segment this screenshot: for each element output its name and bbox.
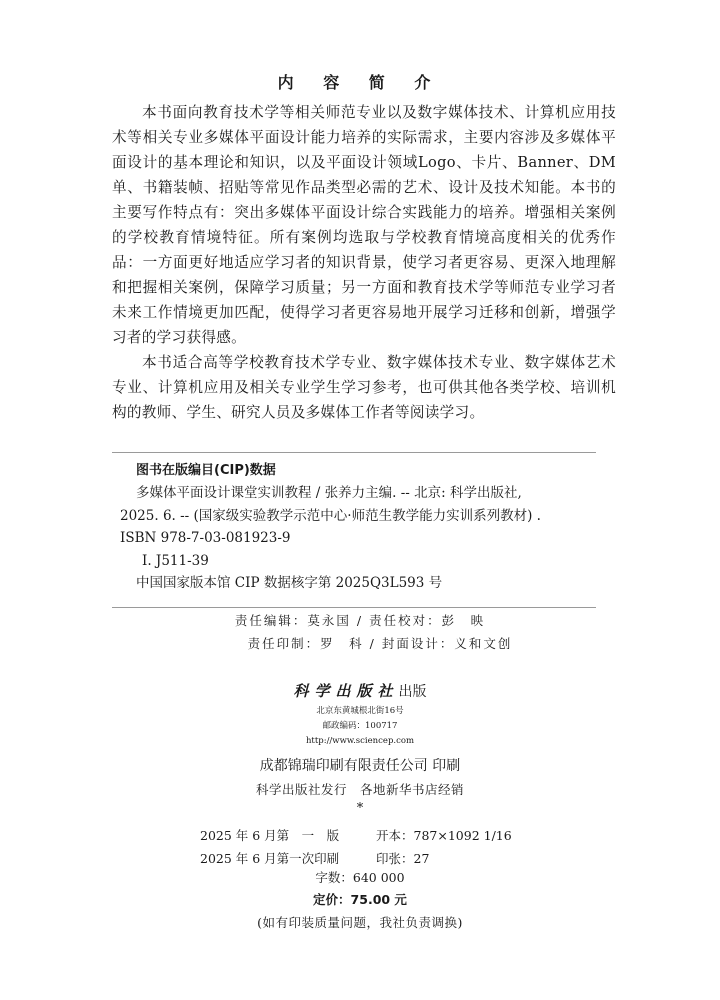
publisher-suffix: 出版 (398, 684, 427, 700)
publisher-line (0, 680, 720, 701)
cip-line-2: 2025. 6. -- (国家级实验教学示范中心·师范生教学能力实训系列教材) . (120, 507, 541, 524)
price-line: 定价：75.00 元 (313, 892, 407, 907)
cip-isbn: ISBN 978-7-03-081923-9 (120, 530, 291, 546)
edition-line: 2025 年 6 月第 一 版 (200, 828, 340, 843)
summary-body (112, 100, 616, 425)
distribution-line: 科学出版社发行 各地新华书店经销 (255, 782, 464, 797)
edition-row (200, 826, 512, 844)
words-line: 字数：640 000 (315, 870, 405, 885)
summary-paragraph-1: 本书面向教育技术学等相关师范专业以及数字媒体技术、计算机应用技术等相关专业多媒体平面设计能力培养的实际需求，主要内容涉及多媒体平面设计的基本理论和知识，以及平面设计领域Logo、卡片、Banner、DM单、书籍装帧、招贴等常见作品类型必需的艺术、设计及技术知能。本书的主要写作特点有：突出多媒体平面设计综合实践能力的培养。增强相关案例的学校教育情境特征。所有案例均选取与学校教育情境高度相关的优秀作品：一方面更好地适应学习者的知识背景，使学习者更容易、更深入地理解和把握相关案例，保障学习质量；另一方面和教育技术学等师范专业学习者未来工作情境更加匹配，使得学习者更容易地开展学习迁移和创新，增强学习者的学习获得感。 (112, 104, 616, 346)
cip-heading: 图书在版编目(CIP)数据 (136, 463, 276, 478)
credits-line-1: 责任编辑：莫永国 / 责任校对：彭 映 (234, 613, 486, 628)
printing-row (200, 849, 429, 867)
printer-line: 成都锦瑞印刷有限责任公司 印刷 (259, 758, 461, 774)
separator-star: * (356, 801, 364, 816)
cip-block (112, 460, 612, 595)
printing-line: 2025 年 6 月第一次印刷 (200, 851, 340, 866)
quality-notice: (如有印装质量问题，我社负责调换) (257, 915, 463, 930)
summary-paragraph-2: 本书适合高等学校教育技术学专业、数字媒体技术专业、数字媒体艺术专业、计算机应用及相关专业学生学习参考，也可供其他各类学校、培训机构的教师、学生、研究人员及多媒体工作者等阅读学习。 (112, 354, 616, 421)
publisher-address: 北京东黄城根北街16号 (316, 706, 404, 716)
sheets-line: 印张：27 (376, 851, 430, 866)
divider-bottom (112, 607, 596, 608)
cip-record: 中国国家版本馆 CIP 数据核字第 2025Q3L593 号 (136, 575, 443, 591)
format-line: 开本：787×1092 1/16 (376, 828, 512, 843)
publisher-logo: 科学出版社 (293, 682, 399, 700)
publisher-url: http://www.sciencep.com (305, 736, 415, 746)
divider-top (112, 452, 596, 453)
cip-line-1: 多媒体平面设计课堂实训教程 / 张养力主编. -- 北京: 科学出版社, (136, 485, 522, 501)
summary-title: 内 容 简 介 (277, 73, 443, 92)
cip-class: Ⅰ. J511-39 (142, 552, 209, 569)
credits-line-2: 责任印制：罗 科 / 封面设计：义和文创 (247, 636, 513, 651)
publisher-postcode: 邮政编码：100717 (322, 721, 398, 731)
